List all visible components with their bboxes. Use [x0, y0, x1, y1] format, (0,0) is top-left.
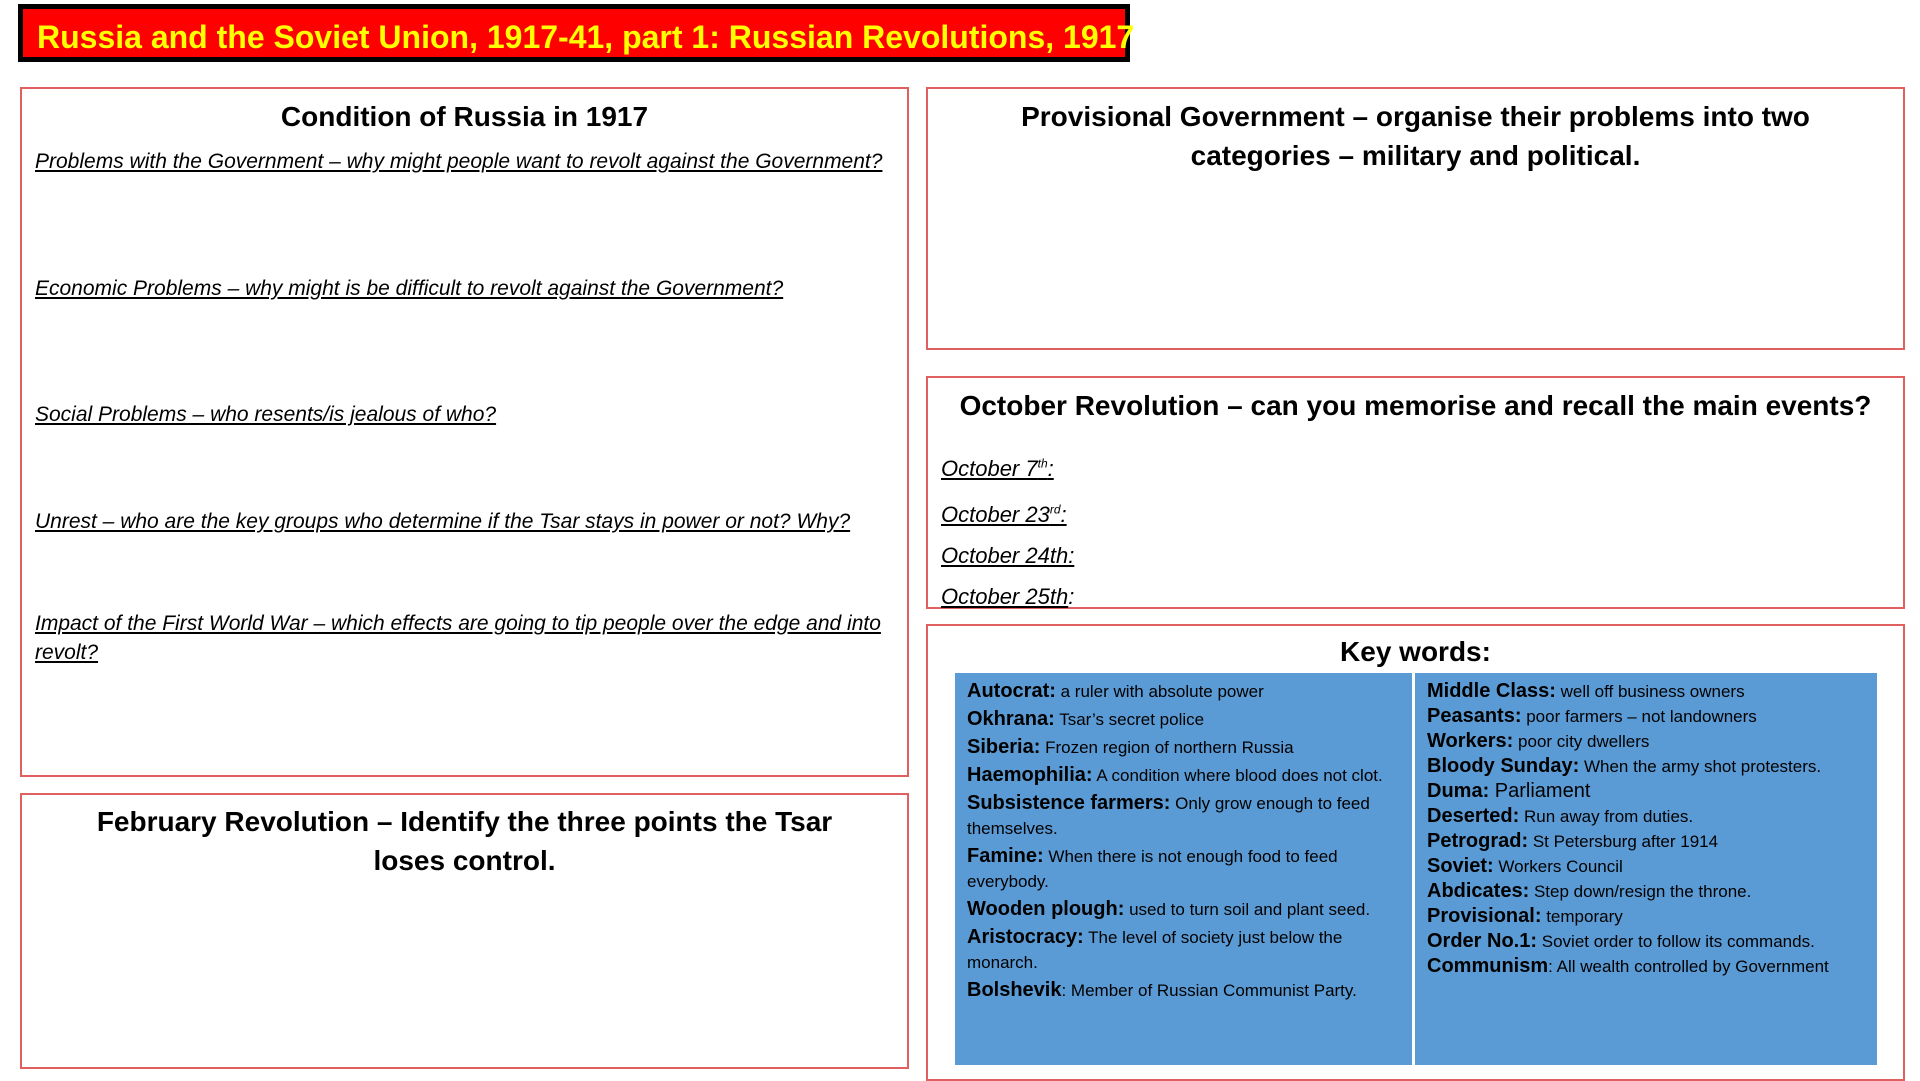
- key-words-right-column: [1415, 673, 1877, 1065]
- provisional-government-panel: [926, 87, 1905, 350]
- february-revolution-panel: [20, 793, 909, 1069]
- key-word-entry: Bloody Sunday: When the army shot protesters.: [1427, 755, 1822, 777]
- key-word-entry: Okhrana: Tsar’s secret police: [967, 708, 1205, 730]
- key-word-entry: Abdicates: Step down/resign the throne.: [1427, 880, 1752, 902]
- key-word-entry: Peasants: poor farmers – not landowners: [1427, 705, 1757, 727]
- question-world-war: Impact of the First World War – which effects are going to tip people over the edge and into revolt?: [35, 612, 881, 664]
- october-event: October 24th:: [941, 542, 1075, 568]
- key-word-entry: Haemophilia: A condition where blood does not clot.: [967, 764, 1383, 786]
- question-unrest: Unrest – who are the key groups who determine if the Tsar stays in power or not? Why?: [35, 510, 851, 533]
- key-word-entry: Subsistence farmers: Only grow enough to feed themselves.: [967, 792, 1370, 838]
- key-word-entry: Petrograd: St Petersburg after 1914: [1427, 830, 1719, 852]
- key-word-entry: Provisional: temporary: [1427, 905, 1623, 927]
- october-event: October 7th:: [941, 456, 1054, 482]
- key-word-entry: Duma: Parliament: [1427, 780, 1591, 802]
- key-word-entry: Autocrat: a ruler with absolute power: [967, 680, 1264, 702]
- key-word-entry: Order No.1: Soviet order to follow its commands.: [1427, 930, 1815, 952]
- key-word-entry: Famine: When there is not enough food to feed everybody.: [967, 845, 1338, 891]
- key-words-left-column: [955, 673, 1415, 1065]
- key-word-entry: Middle Class: well off business owners: [1427, 680, 1745, 702]
- key-words-box: [955, 673, 1877, 1065]
- october-event: October 23rd:: [941, 501, 1067, 527]
- condition-of-russia-panel: [20, 87, 909, 777]
- condition-heading: Condition of Russia in 1917: [280, 101, 649, 132]
- question-economic: Economic Problems – why might is be difficult to revolt against the Government?: [35, 277, 784, 300]
- key-word-entry: Bolshevik: Member of Russian Communist Party.: [967, 979, 1357, 1001]
- october-events-list: [941, 444, 1074, 617]
- key-word-entry: Aristocracy: The level of society just below the monarch.: [967, 926, 1343, 972]
- key-word-entry: Soviet: Workers Council: [1427, 855, 1623, 877]
- key-words-panel: [926, 624, 1905, 1081]
- october-heading: October Revolution – can you memorise and recall the main events?: [959, 390, 1872, 421]
- october-revolution-panel: [926, 376, 1905, 609]
- key-words-heading: Key words:: [1340, 636, 1491, 667]
- question-government: Problems with the Government – why might people want to revolt against the Government?: [35, 150, 883, 173]
- key-word-entry: Communism: All wealth controlled by Government: [1427, 955, 1829, 977]
- october-event: October 25th:: [941, 583, 1075, 609]
- key-word-entry: Wooden plough: used to turn soil and plant seed.: [967, 898, 1371, 920]
- february-heading: February Revolution – Identify the three points the Tsar loses control.: [96, 806, 833, 876]
- provisional-heading: Provisional Government – organise their problems into two categories – military and political.: [1021, 101, 1810, 171]
- question-social: Social Problems – who resents/is jealous of who?: [35, 403, 497, 426]
- key-word-entry: Deserted: Run away from duties.: [1427, 805, 1694, 827]
- key-word-entry: Siberia: Frozen region of northern Russia: [967, 736, 1294, 758]
- page-title: Russia and the Soviet Union, 1917-41, part 1: Russian Revolutions, 1917: [18, 4, 1130, 62]
- key-word-entry: Workers: poor city dwellers: [1427, 730, 1650, 752]
